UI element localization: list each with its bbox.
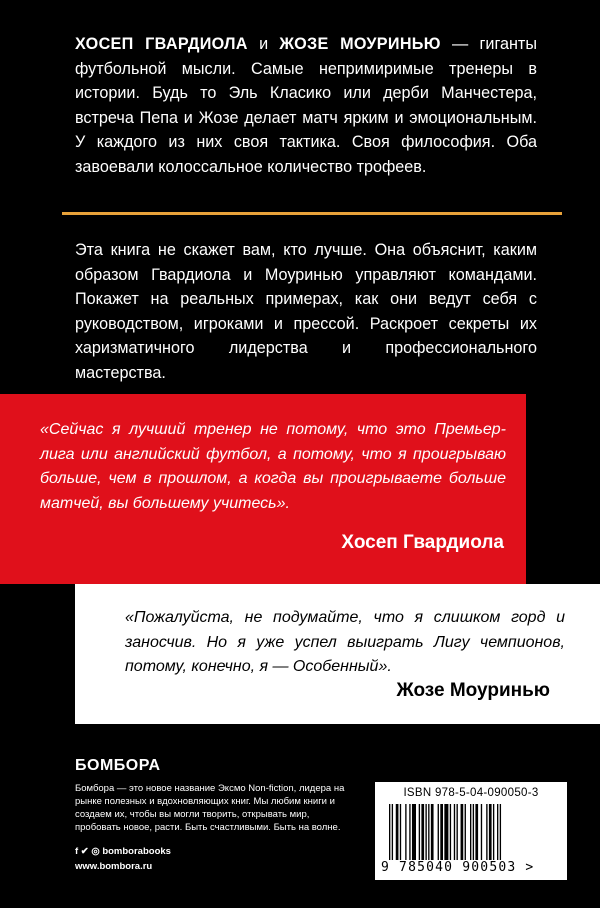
conjunction: и xyxy=(259,35,269,53)
guardiola-quote-block xyxy=(0,394,526,584)
publisher-website: www.bombora.ru xyxy=(75,861,153,872)
barcode-box xyxy=(375,782,567,880)
mourinho-quote-author: Жозе Моуринью xyxy=(396,680,550,701)
guardiola-quote-author: Хосеп Гвардиола xyxy=(341,532,504,553)
isbn-number: ISBN 978-5-04-090050-3 xyxy=(403,787,539,799)
guardiola-quote-text: «Сейчас я лучший тренер не потому, что это Премьер-лига или английский футбол, а потому, что я проигрываю больше, чем в прошлом, а когда вы проигрываете больше матчей, вы большему учитесь». xyxy=(40,421,506,512)
barcode-digits: 9 785040 900503 > xyxy=(381,860,535,875)
mourinho-quote-block xyxy=(75,584,600,724)
publisher-blurb: Бомбора — это новое название Эксмо Non-fiction, лидера на рынке полезных и вдохновляющих книг. Мы любим книги и создаем их, чтобы вы могли творить, открывать мир, пробовать новое, расти. Быть счастливыми. Быть на волне. xyxy=(75,783,345,833)
intro-paragraph xyxy=(75,32,537,180)
barcode-icon xyxy=(381,804,561,860)
mourinho-quote-text: «Пожалуйста, не подумайте, что я слишком горд и заносчив. Но я уже успел выиграть Лигу чемпионов, потому, конечно, я — Особенный». xyxy=(125,609,565,675)
publisher-logo: БОМБОРА xyxy=(75,757,161,774)
intro-text: — гиганты футбольной мысли. Самые непримиримые тренеры в истории. Будь то Эль Класико или дерби Манчестера, встреча Пепа и Жозе делает матч ярким и эмоциональным. У каждого из них своя тактика. Своя философия. Оба завоевали колоссальное количество трофеев. xyxy=(75,35,537,176)
divider-line xyxy=(62,212,562,215)
name-guardiola: ХОСЕП ГВАРДИОЛА xyxy=(75,35,248,53)
name-mourinho: ЖОЗЕ МОУРИНЬЮ xyxy=(279,35,441,53)
description-paragraph: Эта книга не скажет вам, кто лучше. Она объяснит, каким образом Гвардиола и Моуринью управляют командами. Покажет на реальных примерах, как они ведут себя с руководством, игроками и прессой. Раскроет секреты их харизматичного лидерства и профессионального мастерства. xyxy=(75,241,537,382)
social-handles: f ✔ ◎ bomborabooks xyxy=(75,846,171,857)
